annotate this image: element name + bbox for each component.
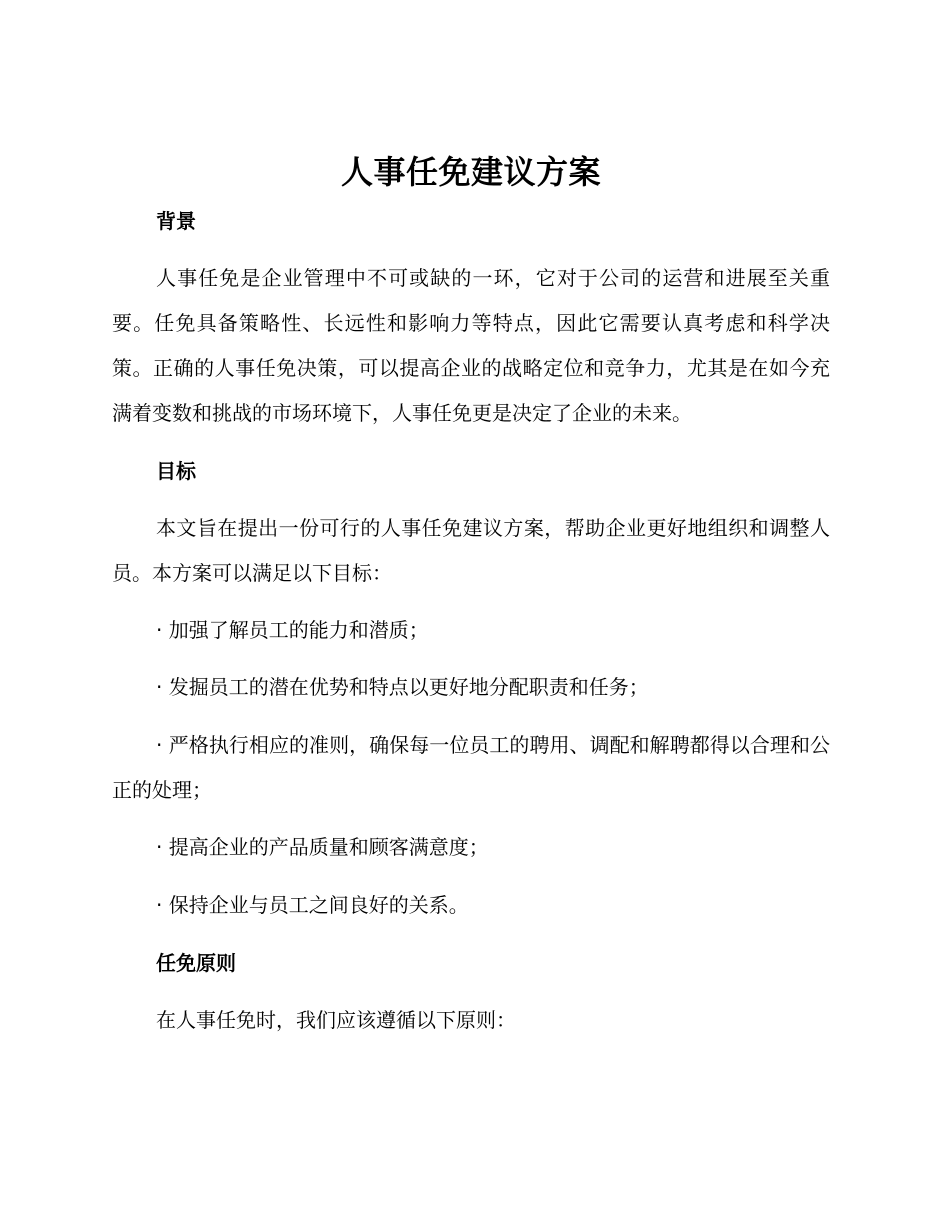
goal-list-item: · 严格执行相应的准则，确保每一位员工的聘用、调配和解聘都得以合理和公正的处理； [112, 733, 830, 802]
goals-intro-paragraph: 本文旨在提出一份可行的人事任免建议方案，帮助企业更好地组织和调整人员。本方案可以满足以下目标： [112, 516, 830, 585]
document-title: 人事任免建议方案 [340, 153, 601, 191]
background-paragraph: 人事任免是企业管理中不可或缺的一环，它对于公司的运营和进展至关重要。任免具备策略性、长远性和影响力等特点，因此它需要认真考虑和科学决策。正确的人事任免决策，可以提高企业的战略定位和竞争力，尤其是在如今充满着变数和挑战的市场环境下，人事任免更是决定了企业的未来。 [112, 266, 830, 425]
section-heading-goals: 目标 [156, 459, 196, 483]
principles-intro-paragraph: 在人事任免时，我们应该遵循以下原则： [156, 1008, 516, 1032]
goal-list-item: · 发掘员工的潜在优势和特点以更好地分配职责和任务； [156, 675, 649, 699]
section-heading-background: 背景 [156, 209, 196, 233]
goal-list-item: · 提高企业的产品质量和顾客满意度； [156, 835, 489, 859]
section-heading-principles: 任免原则 [156, 951, 236, 975]
goal-list-item: · 加强了解员工的能力和潜质； [156, 618, 429, 642]
goal-list-item: · 保持企业与员工之间良好的关系。 [156, 893, 469, 917]
